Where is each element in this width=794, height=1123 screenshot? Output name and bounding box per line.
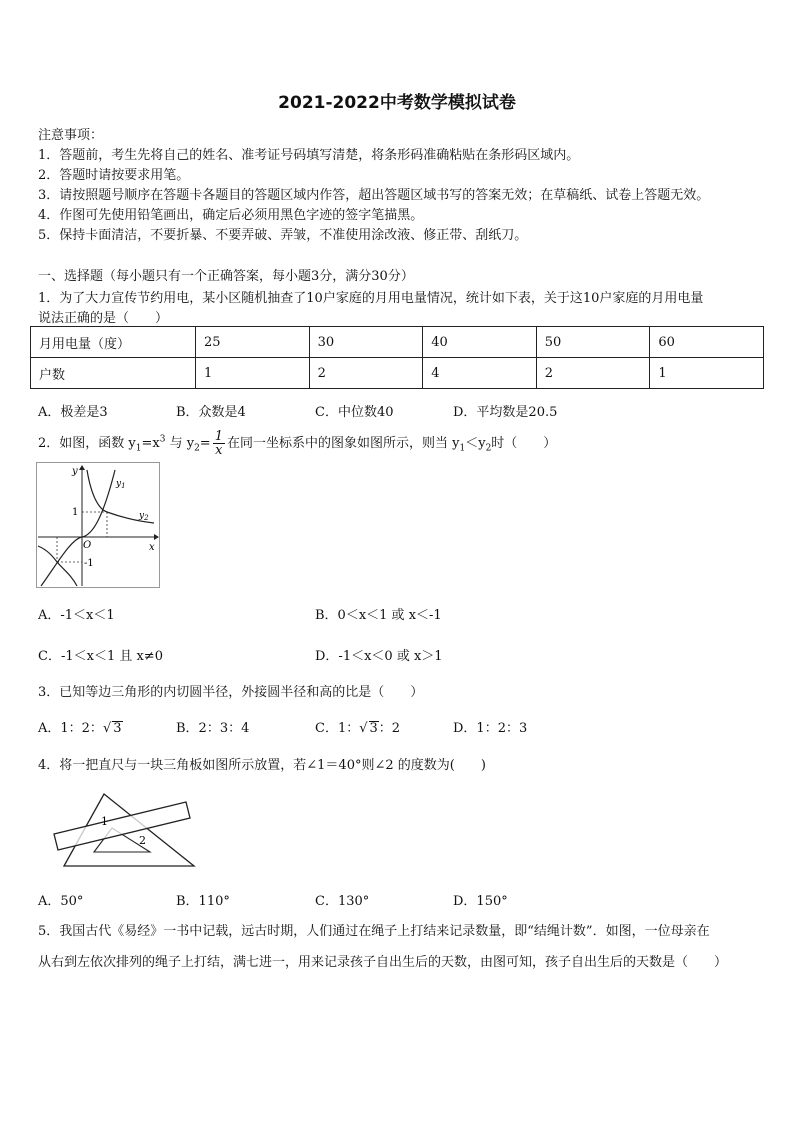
table-cell: 50: [536, 327, 650, 358]
sqrt-sign: √: [359, 721, 368, 736]
q1-text-line1: 1．为了大力宣传节约用电，某小区随机抽查了10户家庭的月用电量情况，统计如下表，关于这10户家庭的月用电量: [38, 291, 704, 306]
tick-label-neg1: -1: [84, 558, 94, 569]
table-cell: 25: [196, 327, 310, 358]
notes-heading: 注意事项：: [38, 128, 104, 143]
q2-option-c: C．-1＜x＜1 且 x≠0: [38, 649, 163, 664]
table-cell: 4: [423, 358, 537, 389]
q3-option-a: A．1：2：√ 3: [38, 721, 122, 736]
sqrt-sign: √: [102, 721, 112, 736]
electricity-table: [30, 326, 764, 389]
y-axis-label: y: [72, 466, 78, 477]
angle-label-1: 1: [101, 815, 108, 828]
page-title: 2021-2022中考数学模拟试卷: [278, 93, 516, 113]
note-item-2: 2．答题时请按要求用笔。: [38, 168, 190, 183]
table-cell: 60: [650, 327, 764, 358]
q2-option-d: D．-1＜x＜0 或 x＞1: [315, 649, 443, 664]
q3-option-b: B．2：3：4: [176, 721, 250, 736]
q4-text: 4．将一把直尺与一块三角板如图所示放置，若∠1＝40°则∠2 的度数为( ): [38, 758, 486, 773]
fraction-1-over-x: $\frac{1}{x}$: [214, 429, 223, 458]
note-item-5: 5．保持卡面清洁，不要折暴、不要弄破、弄皱，不准使用涂改液、修正带、刮纸刀。: [38, 228, 528, 243]
q5-text-line1: 5．我国古代《易经》一书中记载，远古时期，人们通过在绳子上打结来记录数量，即“结绳计数”．如图，一位母亲在: [38, 924, 710, 939]
table-row: [31, 327, 764, 358]
q2-option-a: A．-1＜x＜1: [38, 608, 115, 623]
angle-label-2: 2: [139, 834, 146, 847]
q4-option-b: B．110°: [176, 894, 230, 909]
q2-option-b: B．0＜x＜1 或 x＜-1: [315, 608, 442, 623]
ruler-triangle-figure: [46, 790, 202, 874]
table-cell: 2: [309, 358, 423, 389]
q4-option-d: D．150°: [453, 894, 508, 909]
curve-label-y1: $y_1$: [116, 479, 126, 490]
tick-label-1: 1: [72, 507, 79, 518]
q3-text: 3．已知等边三角形的内切圆半径，外接圆半径和高的比是（ ）: [38, 685, 424, 700]
q1-text-line2: 说法正确的是（ ）: [38, 311, 169, 326]
table-cell: 40: [423, 327, 537, 358]
q1-option-d: D．平均数是20.5: [453, 405, 558, 420]
q1-option-a: A．极差是3: [38, 405, 108, 420]
note-item-3: 3．请按照题号顺序在答题卡各题目的答题区域内作答，超出答题区域书写的答案无效；在草稿纸、试卷上答题无效。: [38, 188, 710, 203]
table-cell: 1: [196, 358, 310, 389]
origin-label: O: [83, 540, 92, 551]
table-cell: 2: [536, 358, 650, 389]
x-axis-label: x: [149, 542, 155, 553]
note-item-1: 1．答题前，考生先将自己的姓名、准考证号码填写清楚，将条形码准确粘贴在条形码区域内。: [38, 148, 580, 163]
q5-text-line2: 从右到左依次排列的绳子上打结，满七进一，用来记录孩子自出生后的天数，由图可知，孩子自出生后的天数是（ ）: [38, 955, 728, 970]
q4-option-a: A．50°: [38, 894, 84, 909]
q1-option-b: B．众数是4: [176, 405, 246, 420]
table-cell: 30: [309, 327, 423, 358]
note-item-4: 4．作图可先使用铅笔画出，确定后必须用黑色字迹的签字笔描黑。: [38, 208, 424, 223]
table-row: [31, 358, 764, 389]
q2-text: 2．如图，函数 $y_1=x^3$ 与 $y_2=$ $\frac{1}{x}$ 在同一坐标系中的图象如图所示，则当 $y_1<y_2$时（ ）: [38, 429, 557, 458]
table-cell: 户数: [31, 358, 196, 389]
q1-option-c: C．中位数40: [315, 405, 394, 420]
table-cell: 月用电量（度）: [31, 327, 196, 358]
curve-label-y2: $y_2$: [139, 511, 149, 522]
table-cell: 1: [650, 358, 764, 389]
section-heading: 一、选择题（每小题只有一个正确答案，每小题3分，满分30分）: [38, 269, 414, 284]
q3-option-d: D．1：2：3: [453, 721, 528, 736]
q4-option-c: C．130°: [315, 894, 370, 909]
function-graph-figure: [36, 462, 160, 588]
figure-frame: [37, 463, 160, 588]
q3-option-c: C．1：√ 3：2: [315, 721, 401, 736]
